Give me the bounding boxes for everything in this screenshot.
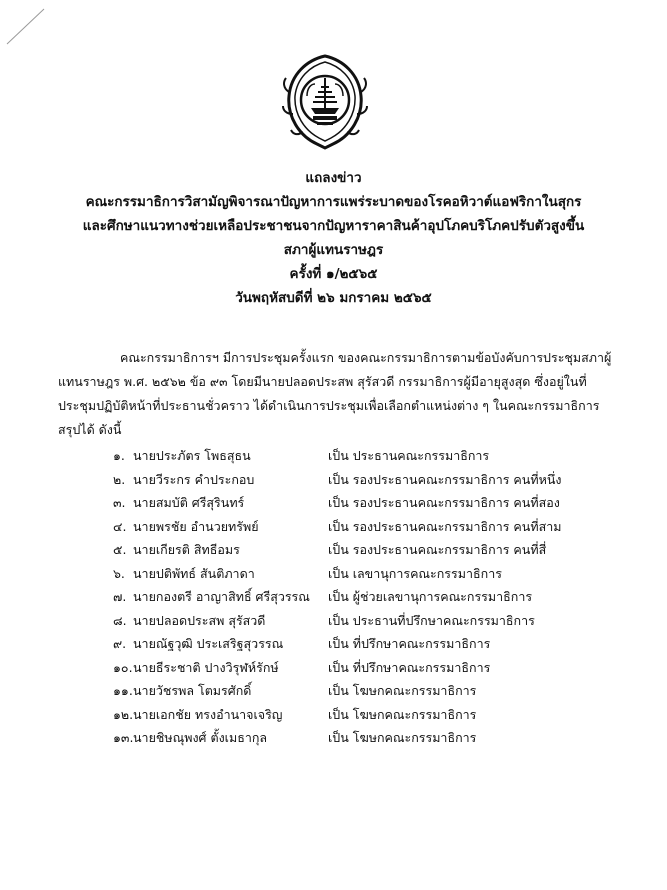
member-position: เป็น ประธานคณะกรรมาธิการ: [328, 448, 490, 463]
member-number: ๕.: [113, 542, 127, 557]
member-position: เป็น โฆษกคณะกรรมาธิการ: [328, 730, 477, 745]
member-position: เป็น ที่ปรึกษาคณะกรรมาธิการ: [328, 659, 491, 675]
member-number: ๙.: [113, 636, 127, 651]
parliament-emblem-icon: [277, 52, 373, 152]
member-number: ๑๒.: [113, 706, 134, 722]
member-number: ๑๓.: [113, 730, 134, 745]
member-name: นายวีระกร คำประกอบ: [133, 471, 255, 487]
member-number: ๗.: [113, 589, 127, 604]
member-number: ๑๐.: [113, 659, 133, 675]
member-name: นายพรชัย อำนวยทรัพย์: [133, 518, 259, 534]
member-number: ๑.: [113, 448, 125, 463]
press-release-title: แถลงข่าว: [305, 170, 362, 186]
member-position: เป็น เลขานุการคณะกรรมาธิการ: [328, 565, 502, 581]
member-number: ๑๑.: [113, 683, 133, 698]
member-name: นายสมบัติ ศรีสุรินทร์: [133, 495, 245, 510]
list-item: [113, 538, 633, 562]
member-name: นายณัฐวุฒิ ประเสริฐสุวรรณ: [133, 636, 284, 651]
member-position: เป็น โฆษกคณะกรรมาธิการ: [328, 683, 477, 698]
list-item: [113, 444, 633, 468]
member-name: นายปติพัทธ์ สันติภาดา: [133, 565, 255, 581]
list-item: [113, 491, 633, 515]
member-position: เป็น รองประธานคณะกรรมาธิการ คนที่สาม: [328, 518, 562, 534]
member-position: เป็น ผู้ช่วยเลขานุการคณะกรรมาธิการ: [328, 589, 533, 604]
member-position: เป็น รองประธานคณะกรรมาธิการ คนที่สอง: [328, 495, 560, 510]
member-position: เป็น ประธานที่ปรึกษาคณะกรรมาธิการ: [328, 612, 535, 628]
organization-name: สภาผู้แทนราษฎร: [283, 242, 384, 258]
committee-name-line-2: และศึกษาแนวทางช่วยเหลือประชาชนจากปัญหาราคาสินค้าอุปโภคบริโภคปรับตัวสูงขึ้น: [82, 218, 585, 234]
member-position: เป็น ที่ปรึกษาคณะกรรมาธิการ: [328, 636, 491, 651]
member-number: ๒.: [113, 471, 126, 487]
member-name: นายเอกชัย ทรงอำนาจเจริญ: [133, 706, 283, 722]
session-number: ครั้งที่ ๑/๒๕๖๕: [289, 266, 378, 282]
member-list: [113, 444, 633, 750]
member-number: ๘.: [113, 612, 127, 628]
intro-paragraph: [58, 346, 618, 442]
member-position: เป็น รองประธานคณะกรรมาธิการ คนที่หนึ่ง: [328, 471, 562, 487]
member-name: นายกองตรี อาญาสิทธิ์ ศรีสุวรรณ: [133, 589, 310, 604]
list-item: [113, 585, 633, 609]
member-number: ๓.: [113, 495, 126, 510]
member-position: เป็น โฆษกคณะกรรมาธิการ: [328, 706, 477, 722]
member-name: นายชิษณุพงศ์ ตั้งเมธากุล: [133, 730, 268, 745]
member-name: นายปลอดประสพ สุรัสวดี: [133, 612, 266, 628]
committee-name-line-1: คณะกรรมาธิการวิสามัญพิจารณาปัญหาการแพร่ระบาดของโรคอหิวาต์แอฟริกาในสุกร: [85, 194, 582, 210]
list-item: [113, 703, 633, 727]
list-item: [113, 609, 633, 633]
member-number: ๔.: [113, 518, 127, 534]
member-name: นายประภัตร โพธสุธน: [133, 448, 251, 463]
list-item: [113, 515, 633, 539]
meeting-date: วันพฤหัสบดีที่ ๒๖ มกราคม ๒๕๖๕: [235, 290, 432, 306]
list-item: [113, 632, 633, 656]
member-name: นายวัชรพล โตมรศักดิ์: [133, 683, 252, 698]
member-name: นายเกียรติ สิทธีอมร: [133, 542, 240, 557]
member-number: ๖.: [113, 565, 125, 581]
list-item: [113, 656, 633, 680]
list-item: [113, 726, 633, 750]
list-item: [113, 468, 633, 492]
member-name: นายธีระชาติ ปางวิรุฬห์รักษ์: [133, 659, 279, 675]
member-position: เป็น รองประธานคณะกรรมาธิการ คนที่สี่: [328, 542, 547, 557]
scan-line-mark: [4, 6, 48, 46]
list-item: [113, 679, 633, 703]
list-item: [113, 562, 633, 586]
intro-text: คณะกรรมาธิการฯ มีการประชุมครั้งแรก ของคณะกรรมาธิการตามข้อบังคับการประชุมสภาผู้แทนราษฎร พ.ศ. ๒๕๖๒ ข้อ ๙๓ โดยมีนายปลอดประสพ สุรัสวดี กรรมาธิการผู้มีอายุสูงสุด ซึ่งอยู่ในที่ประชุมปฏิบัติหน้าที่ประธานชั่วคราว ได้ดำเนินการประชุมเพื่อเลือกตำแหน่งต่าง ๆ ในคณะกรรมาธิการสรุปได้ ดังนี้: [58, 350, 612, 437]
